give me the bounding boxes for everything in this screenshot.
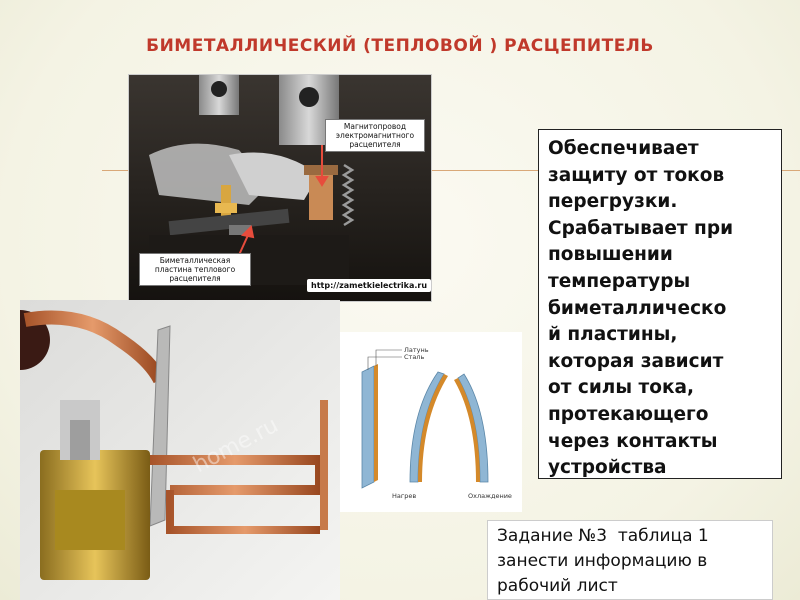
bimetal-strip-illustration	[20, 300, 340, 600]
description-box	[538, 129, 782, 479]
description-line: Срабатывает при	[548, 217, 734, 239]
slide-title: БИМЕТАЛЛИЧЕСКИЙ (ТЕПЛОВОЙ ) РАСЦЕПИТЕЛЬ	[146, 36, 654, 56]
watermark-text: home.ru	[189, 412, 283, 479]
source-url: http://zametkielectrika.ru	[307, 279, 431, 292]
description-line: защиту от токов	[548, 164, 725, 186]
magnet-label: Магнитопровод электромагнитного расцепителя	[325, 119, 425, 152]
bimetal-strip-photo	[20, 300, 340, 600]
description-line: перегрузки.	[548, 191, 678, 213]
brass-label: Латунь	[404, 346, 429, 354]
description-line: устройства	[548, 457, 667, 479]
heat-label: Нагрев	[392, 492, 417, 500]
accent-line-right	[782, 170, 800, 171]
bimetal-diagram-illustration	[340, 332, 522, 512]
bimetal-diagram	[340, 332, 522, 512]
steel-label: Сталь	[404, 353, 425, 361]
description-line: й пластины,	[548, 324, 678, 346]
description-line: через контакты	[548, 430, 718, 452]
task-line: занести информацию в	[497, 551, 708, 571]
description-line: температуры	[548, 270, 691, 292]
task-box	[487, 520, 773, 600]
breaker-internals-photo	[128, 74, 432, 302]
task-line: Задание №3 таблица 1	[497, 526, 709, 546]
description-line: протекающего	[548, 403, 709, 425]
task-line: рабочий лист	[497, 576, 618, 596]
description-line: от силы тока,	[548, 377, 695, 399]
description-line: биметаллическо	[548, 297, 727, 319]
cool-label: Охлаждение	[468, 492, 512, 500]
description-line: Обеспечивает	[548, 138, 699, 159]
description-line: которая зависит	[548, 350, 724, 372]
bimetal-label: Биметаллическая пластина теплового расцепителя	[139, 253, 251, 286]
description-line: повышении	[548, 244, 673, 266]
